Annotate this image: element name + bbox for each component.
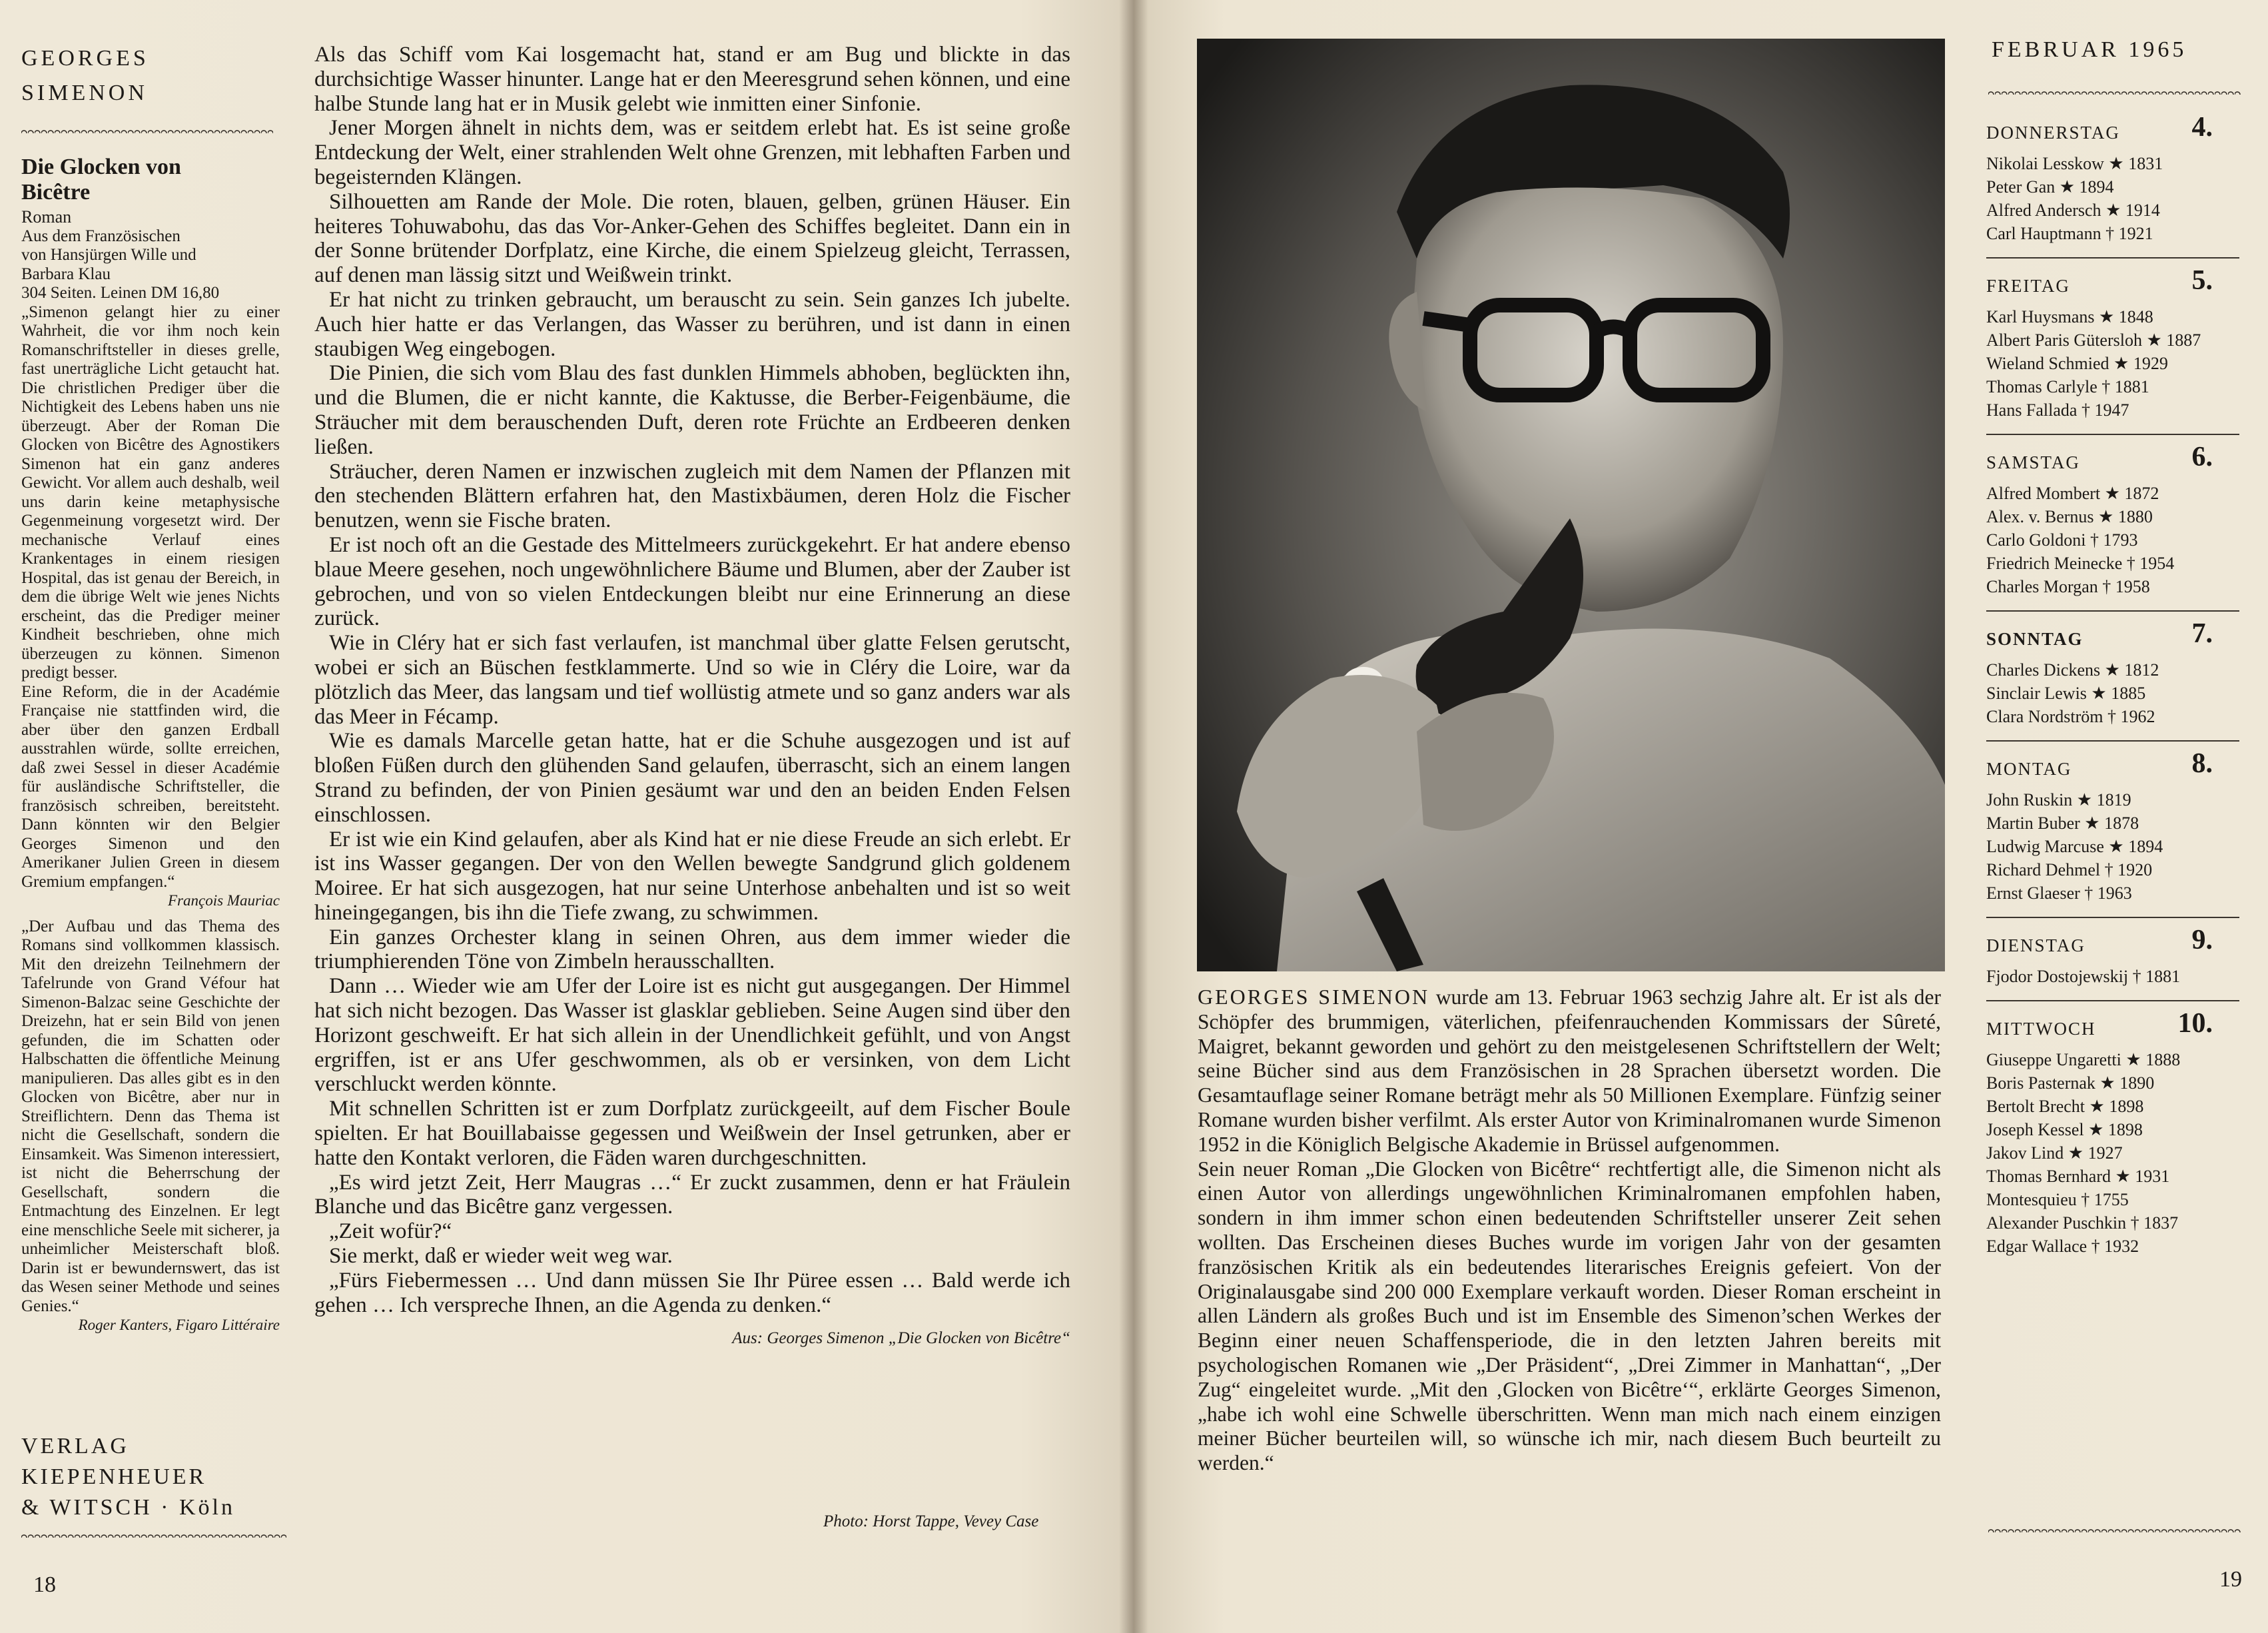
calendar-entry: Albert Paris Gütersloh ★ 1887	[1986, 330, 2201, 350]
excerpt-paragraph: „Zeit wofür?“	[329, 1219, 452, 1244]
review-mauriac-attribution: François Mauriac	[167, 892, 280, 909]
calendar-list	[1986, 107, 2239, 1258]
calendar-day-name: FREITAG	[1986, 276, 2070, 296]
calendar-entry: Richard Dehmel † 1920	[1986, 860, 2153, 879]
publisher-block	[21, 1431, 235, 1523]
calendar-entries	[1986, 965, 2239, 988]
publisher-line-1: VERLAG	[21, 1434, 129, 1458]
calendar-entry: Clara Nordström † 1962	[1986, 707, 2155, 726]
caption-paragraph-1	[1198, 985, 1941, 1157]
author-line-2: SIMENON	[21, 81, 148, 105]
calendar-day-header	[1986, 1008, 2239, 1048]
calendar-end-ornament	[1988, 1527, 2241, 1532]
calendar-entries	[1986, 1048, 2239, 1258]
photo-credit: Photo: Horst Tappe, Vevey Case	[823, 1512, 1039, 1530]
calendar-entry: Hans Fallada † 1947	[1986, 400, 2129, 420]
calendar-entry: Karl Huysmans ★ 1848	[1986, 307, 2153, 326]
calendar-day-number: 10.	[2177, 1008, 2213, 1039]
calendar-entry: Thomas Bernhard ★ 1931	[1986, 1167, 2170, 1186]
excerpt-paragraph: Silhouetten am Rande der Mole. Die roten, blauen, gelben, grünen Häuser. Ein heiteres Tohuwabohu, das das Vor-Anker-Gehen des Schiffes begleitet. Dann ein in der Sonne brütender Dorfplatz, eine Kirche, die einem Spielzeug gleicht, Terrassen, auf denen man lässig sitzt und Weißwein trinkt.	[314, 189, 1070, 288]
calendar-entries	[1986, 305, 2239, 422]
calendar-day-number: 6.	[2191, 442, 2213, 472]
review-mauriac: „Simenon gelangt hier zu einer Wahrheit, die vor ihm noch kein Romanschriftsteller in dieses grelle, fast unerträgliche Licht getaucht hat. Die christlichen Prediger über die Nichtigkeit des Lebens haben uns nie überzeugt. Aber der Roman Die Glocken von Bicêtre des Agnostikers Simenon hat ein ganz anderes Gewicht. Vor allem auch deshalb, weil uns darin keine metaphysische Gegenmeinung vorgesetzt wird. Der mechanische Verlauf eines Krankentages in einem riesigen Hospital, das ist genau der Bereich, in dem die übrige Welt wie jenes Nichts erscheint, das die Prediger meiner Kindheit beschrieben, ohne mich überzeugen zu können. Simenon predigt besser.	[21, 302, 280, 682]
calendar-day-name: SONNTAG	[1986, 629, 2083, 649]
excerpt-paragraph: Wie in Cléry hat er sich fast verlaufen, ist manchmal über glatte Felsen gerutscht, wobei er sich an Büschen festklammerte. Und so wie in Cléry die Loire, war da plötzlich das Meer, das langsam und tief wollüstig atmete und so ganz anders war als das Meer in Fécamp.	[314, 631, 1070, 729]
calendar-day-number: 5.	[2191, 265, 2213, 296]
author-name	[21, 41, 149, 111]
calendar-entry: Joseph Kessel ★ 1898	[1986, 1120, 2143, 1139]
calendar-entry: Wieland Schmied ★ 1929	[1986, 354, 2168, 373]
calendar-entry: Ludwig Marcuse ★ 1894	[1986, 837, 2163, 856]
calendar-entry: Ernst Glaeser † 1963	[1986, 883, 2132, 903]
calendar-divider	[1986, 257, 2239, 259]
calendar-day-header	[1986, 748, 2239, 788]
calendar-day	[1986, 1008, 2239, 1258]
calendar-day-name: SAMSTAG	[1986, 452, 2080, 472]
book-price: 304 Seiten. Leinen DM 16,80	[21, 284, 220, 302]
excerpt-paragraph: Als das Schiff vom Kai losgemacht hat, stand er am Bug und blickte in das durchsichtige Wasser hinunter. Lange hat er den Meeresgrund sehen können, und eine halbe Stunde lang hat er in Musik gelebt wie inmitten einer Sinfonie.	[314, 43, 1070, 116]
book-genre: Roman	[21, 207, 72, 227]
calendar-divider	[1986, 610, 2239, 612]
calendar-entries	[1986, 482, 2239, 598]
calendar-entry: Thomas Carlyle † 1881	[1986, 377, 2149, 396]
calendar-entries	[1986, 152, 2239, 245]
book-title: Die Glocken von Bicêtre	[21, 155, 181, 205]
calendar-day-name: MITTWOCH	[1986, 1019, 2096, 1039]
book-translator-2: von Hansjürgen Wille und	[21, 246, 196, 264]
calendar-day-number: 8.	[2191, 748, 2213, 779]
ornament-divider	[21, 128, 273, 133]
calendar-ornament	[1988, 89, 2241, 95]
calendar-entry: Bertolt Brecht ★ 1898	[1986, 1097, 2144, 1116]
page-number-right: 19	[2219, 1567, 2242, 1592]
excerpt-paragraph: Er hat nicht zu trinken gebraucht, um berauscht zu sein. Sein ganzes Ich jubelte. Auch hier hatte er das Verlangen, das Wasser zu berühren, und ist dann in einen staubigen Weg eingebogen.	[314, 287, 1070, 361]
excerpt-source: Aus: Georges Simenon „Die Glocken von Bicêtre“	[732, 1329, 1070, 1348]
caption-paragraph-2: Sein neuer Roman „Die Glocken von Bicêtre“ rechtfertigt alle, die Simenon nicht als einen Autor von allerdings ungewöhnlichen Kriminalromanen empfohlen haben, sondern in ihm immer schon einen bedeutenden Schriftsteller unserer Zeit sehen wollten. Das Erscheinen dieses Buches wurde im vorigen Jahr von der gesamten französischen Kritik als ein bedeutendes literarisches Ereignis gefeiert. Von der Originalausgabe sind 200 000 Exemplare verkauft worden. Dieser Roman erscheint in allen Ländern als großes Buch und ist im Ensemble des Simenon’schen Werkes der Beginn einer neuen Schaffensperiode, die in den letzten Jahren bereits mit psychologischen Romanen wie „Der Präsident“, „Drei Zimmer in Manhattan“, „Der Zug“ eingeleitet wurde. „Mit den ‚Glocken von Bicêtre‘“, erklärte Georges Simenon, „habe ich wohl eine Schwelle überschritten. Wenn man mich nach einem einzigen meiner Bücher beurteilen will, so wünsche ich mir, nach diesem Buch beurteilt zu werden.“	[1198, 1157, 1941, 1475]
calendar-entry: Carlo Goldoni † 1793	[1986, 530, 2138, 550]
review-kanters-attribution: Roger Kanters, Figaro Littéraire	[78, 1317, 280, 1333]
excerpt-paragraph: Sträucher, deren Namen er inzwischen zugleich mit dem Namen der Pflanzen mit den stechenden Blättern erfahren hat, den Mastixbäumen, deren Holz die Fischer benutzen, wenn sie Fische braten.	[314, 459, 1070, 533]
excerpt-paragraph: Mit schnellen Schritten ist er zum Dorfplatz zurückgeeilt, auf dem Fischer Boule spielten. Er hat Bouillabaisse gegessen und Weißwein der Insel getrunken, aber er hatte den Kontakt verloren, die Fäden waren durchgeschnitten.	[314, 1097, 1070, 1170]
excerpt-paragraph: Jener Morgen ähnelt in nichts dem, was er seitdem erlebt hat. Es ist seine große Entdeckung der Welt, einer strahlenden Welt ohne Grenzen, mit lebhaften Farben und begeisternden Klängen.	[314, 116, 1070, 189]
excerpt-paragraph: Sie merkt, daß er wieder weit weg war.	[329, 1244, 673, 1269]
calendar-day-number: 9.	[2191, 925, 2213, 955]
calendar-entry: Alexander Puschkin † 1837	[1986, 1213, 2179, 1233]
publisher-line-2: KIEPENHEUER	[21, 1464, 207, 1489]
calendar-day	[1986, 442, 2239, 612]
calendar-entry: Montesquieu † 1755	[1986, 1190, 2129, 1209]
calendar-day-header	[1986, 442, 2239, 482]
portrait-illustration	[1197, 39, 1945, 971]
calendar-entry: Boris Pasternak ★ 1890	[1986, 1073, 2155, 1093]
calendar-entry: Peter Gan ★ 1894	[1986, 177, 2114, 197]
excerpt-paragraph: Er ist noch oft an die Gestade des Mittelmeers zurückgekehrt. Er hat andere ebenso blaue Meere gesehen, noch ungewöhnlichere Bäume und Blumen, aber der Zauber ist gebrochen, und von so vielen Entdeckungen bleibt nur eine Erinnerung an diese zurück.	[314, 532, 1070, 631]
calendar-day	[1986, 748, 2239, 918]
excerpt-paragraph: „Es wird jetzt Zeit, Herr Maugras …“ Er zuckt zusammen, denn er hat Fräulein Blanche und das Bicêtre ganz vergessen.	[314, 1170, 1070, 1219]
review-mauriac-2: Eine Reform, die in der Académie Française nie stattfinden wird, die aber über den ganzen Erdball ausstrahlen würde, sollte erreichen, daß zwei Sessel in dieser Académie für ausländische Schriftsteller, die französisch schreiben, bereitsteht. Dann könnten wir den Belgier Georges Simenon und den Amerikaner Julien Green in diesem Gremium empfangen.“	[21, 682, 280, 891]
novel-excerpt	[314, 43, 1070, 1351]
caption-text-1: wurde am 13. Februar 1963 sechzig Jahre alt. Er ist als der Schöpfer des brummigen, väterlichen, pfeifenrauchenden Kommissars der Sûreté, Maigret, bekannt geworden und gehört zu den meistgelesenen Schriftstellern der Welt; seine Bücher sind aus dem Französischen in 28 Sprachen übersetzt worden. Die Gesamtauflage seiner Romane beträgt mehr als 50 Millionen Exemplare. Fünfzig seiner Romane wurden bisher verfilmt. Als erster Autor von Kriminalromanen wurde Simenon 1952 in die Königlich Belgische Akademie in Brüssel aufgenommen.	[1198, 985, 1942, 1156]
excerpt-paragraph: Ein ganzes Orchester klang in seinen Ohren, aus dem immer wieder die triumphierenden Töne von Zimbeln herausschallten.	[314, 925, 1070, 974]
calendar-divider	[1986, 434, 2239, 435]
calendar-day-number: 4.	[2191, 112, 2213, 143]
calendar-day-header	[1986, 925, 2239, 965]
calendar-entry: Nikolai Lesskow ★ 1831	[1986, 154, 2163, 173]
calendar-entry: Alfred Andersch ★ 1914	[1986, 201, 2160, 220]
book-translator-1: Aus dem Französischen	[21, 227, 181, 245]
publisher-ornament	[21, 1532, 286, 1538]
calendar-entry: Martin Buber ★ 1878	[1986, 814, 2139, 833]
calendar-day-name: DIENSTAG	[1986, 935, 2085, 955]
calendar-day-header	[1986, 618, 2239, 658]
excerpt-paragraph: Er ist wie ein Kind gelaufen, aber als Kind hat er nie diese Freude an sich erlebt. Er ist ins Wasser gegangen. Der von den Wellen bewegte Sandgrund glich goldenem Moiree. Er hat sich ausgezogen, hat nur seine Unterhose anbehalten und ist so weit hineingegangen, bis ihn die Tiefe zwang, zu schwimmen.	[314, 827, 1070, 925]
calendar-day-header	[1986, 265, 2239, 305]
calendar-entry: Alex. v. Bernus ★ 1880	[1986, 507, 2153, 526]
calendar-entries	[1986, 658, 2239, 728]
book-translator-3: Barbara Klau	[21, 265, 111, 283]
calendar-entry: Sinclair Lewis ★ 1885	[1986, 684, 2146, 703]
calendar-divider	[1986, 1000, 2239, 1001]
calendar-entry: Carl Hauptmann † 1921	[1986, 224, 2153, 243]
review-kanters: „Der Aufbau und das Thema des Romans sind vollkommen klassisch. Mit den dreizehn Teilnehmern der Tafelrunde von Grand Véfour hat Simenon-Balzac seine Geschichte der Dreizehn, hat er sein Bild von jenen gefunden, die im Schatten oder Halbschatten die öffentliche Meinung manipulieren. Das alles gibt es in den Glocken von Bicêtre, aber nur in Streiflichtern. Denn das Thema ist nicht die Gesellschaft, sondern die Einsamkeit. Was Simenon interessiert, ist nicht die Beherrschung der Gesellschaft, sondern die Entmachtung des Einzelnen. Er legt eine menschliche Seele mit sicherer, ja unheimlicher Meisterschaft bloß. Darin ist er bewundernswert, das ist das Wesen seiner Methode und seines Genies.“	[21, 917, 280, 1315]
calendar-divider	[1986, 740, 2239, 742]
calendar-divider	[1986, 917, 2239, 918]
publisher-line-3: & WITSCH · Köln	[21, 1495, 235, 1520]
calendar-title: FEBRUAR 1965	[1992, 37, 2187, 62]
calendar-entry: Friedrich Meinecke † 1954	[1986, 554, 2175, 573]
calendar-day	[1986, 618, 2239, 742]
calendar-day-name: DONNERSTAG	[1986, 123, 2120, 143]
calendar-entry: Charles Morgan † 1958	[1986, 577, 2150, 596]
excerpt-paragraph: Die Pinien, die sich vom Blau des fast dunklen Himmels abhoben, beglückten ihn, und die Blumen, die er nicht kannte, die Kaktusse, die Berber-Feigenbäume, die Sträucher mit dem berauschenden Duft, deren rote Früchte an Erdbeeren denken ließen.	[314, 361, 1070, 459]
calendar-entries	[1986, 788, 2239, 905]
caption-author-name: GEORGES SIMENON	[1198, 985, 1430, 1009]
page-number-left: 18	[33, 1572, 56, 1597]
calendar-day-name: MONTAG	[1986, 759, 2072, 779]
portrait-photo	[1197, 39, 1945, 971]
excerpt-paragraph: „Fürs Fiebermessen … Und dann müssen Sie Ihr Püree essen … Bald werde ich gehen … Ich verspreche Ihnen, an die Agenda zu denken.“	[314, 1268, 1070, 1317]
author-line-1: GEORGES	[21, 46, 149, 71]
calendar-day	[1986, 925, 2239, 1001]
excerpt-paragraph: Dann … Wieder wie am Ufer der Loire ist es nicht gut ausgegangen. Der Himmel hat sich nicht bezogen. Das Wasser ist glasklar geblieben. Seine Augen sind über den Horizont geschweift. Er hat sich allein in der Unendlichkeit gefühlt, und von Angst ergriffen, ist er ans Ufer geschwommen, als ob er versinken, von dem Licht verschluckt werden könnte.	[314, 974, 1070, 1097]
excerpt-paragraph: Wie es damals Marcelle getan hatte, hat er die Schuhe ausgezogen und ist auf bloßen Füßen durch den glühenden Sand gelaufen, überrascht, sich an einem langen Strand zu befinden, der von Pinien gesäumt war und den an beiden Enden Felsen einschlossen.	[314, 729, 1070, 827]
calendar-day	[1986, 265, 2239, 435]
calendar-entry: Jakov Lind ★ 1927	[1986, 1143, 2123, 1163]
book-sidebar	[21, 155, 280, 1335]
calendar-day	[1986, 112, 2239, 259]
author-caption	[1198, 985, 1941, 1476]
calendar-entry: John Ruskin ★ 1819	[1986, 790, 2131, 810]
book-gutter	[1119, 0, 1148, 1633]
calendar-entry: Fjodor Dostojewskij † 1881	[1986, 967, 2181, 986]
calendar-day-number: 7.	[2191, 618, 2213, 649]
calendar-entry: Edgar Wallace † 1932	[1986, 1237, 2139, 1256]
calendar-entry: Charles Dickens ★ 1812	[1986, 660, 2159, 680]
calendar-entry: Giuseppe Ungaretti ★ 1888	[1986, 1050, 2181, 1069]
calendar-entry: Alfred Mombert ★ 1872	[1986, 484, 2159, 503]
calendar-day-header	[1986, 112, 2239, 152]
